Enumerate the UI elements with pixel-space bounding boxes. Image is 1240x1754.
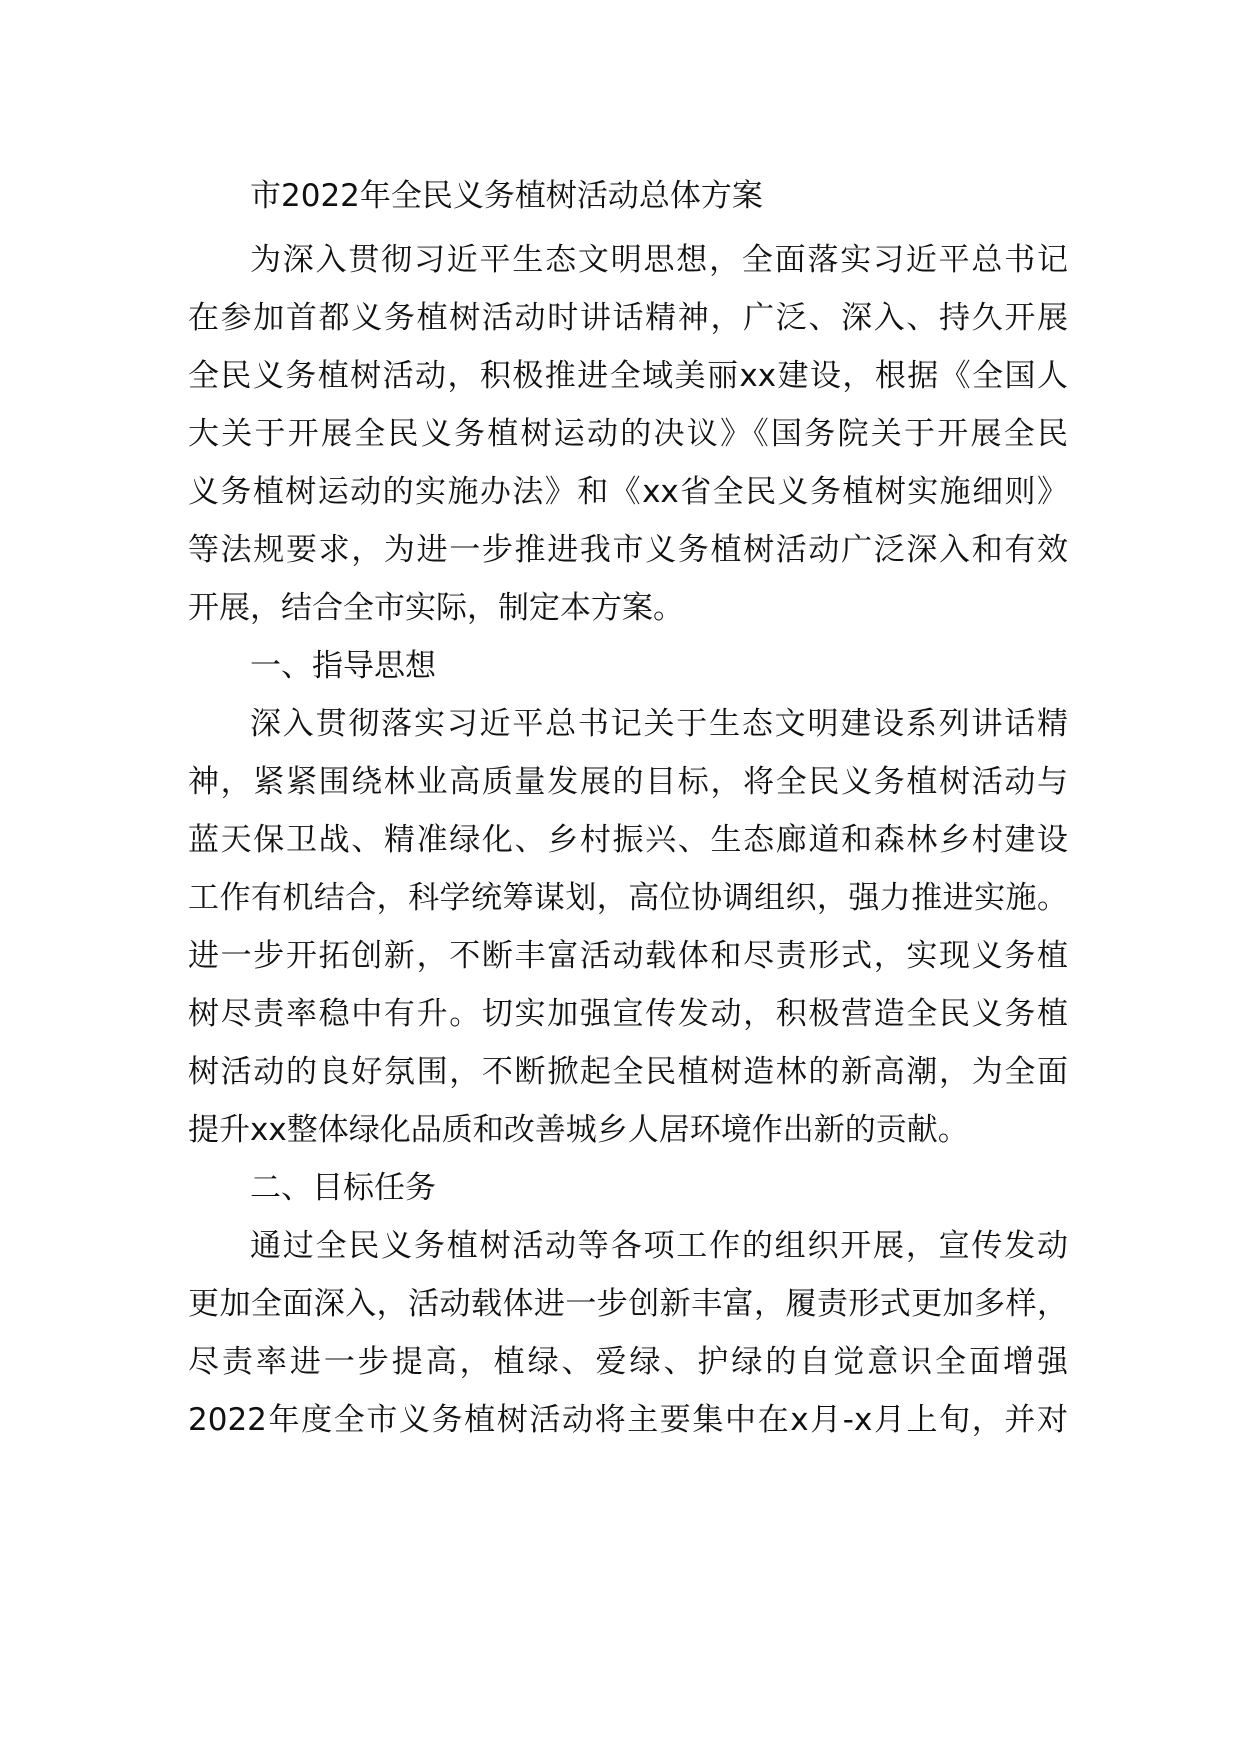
paragraph-line: 神，紧紧围绕林业高质量发展的目标，将全民义务植树活动与 — [188, 764, 1068, 800]
paragraph-line: 等法规要求，为进一步推进我市义务植树活动广泛深入和有效 — [188, 532, 1068, 568]
paragraph-line: 在参加首都义务植树活动时讲话精神，广泛、深入、持久开展 — [188, 300, 1068, 336]
paragraph-line: 树活动的良好氛围，不断掀起全民植树造林的新高潮，为全面 — [188, 1054, 1068, 1090]
paragraph-line: 进一步开拓创新，不断丰富活动载体和尽责形式，实现义务植 — [188, 938, 1068, 974]
document-title: 市2022年全民义务植树活动总体方案 — [250, 178, 763, 214]
paragraph-line: 义务植树运动的实施办法》和《xx省全民义务植树实施细则》 — [188, 474, 1068, 510]
paragraph-line: 2022年度全市义务植树活动将主要集中在x月-x月上旬，并对 — [188, 1402, 1068, 1438]
paragraph-line: 提升xx整体绿化品质和改善城乡人居环境作出新的贡献。 — [188, 1112, 969, 1148]
paragraph-line: 蓝天保卫战、精准绿化、乡村振兴、生态廊道和森林乡村建设 — [188, 822, 1068, 858]
paragraph-line: 更加全面深入，活动载体进一步创新丰富，履责形式更加多样， — [188, 1286, 1068, 1322]
section-heading: 二、目标任务 — [250, 1170, 436, 1206]
paragraph-line: 深入贯彻落实习近平总书记关于生态文明建设系列讲话精 — [250, 706, 1068, 742]
paragraph-line: 工作有机结合，科学统筹谋划，高位协调组织，强力推进实施。 — [188, 880, 1068, 916]
paragraph-line: 尽责率进一步提高，植绿、爱绿、护绿的自觉意识全面增强 — [188, 1344, 1068, 1380]
paragraph-line: 全民义务植树活动，积极推进全域美丽xx建设，根据《全国人 — [188, 358, 1068, 394]
paragraph-line: 为深入贯彻习近平生态文明思想，全面落实习近平总书记 — [250, 242, 1068, 278]
paragraph-line: 通过全民义务植树活动等各项工作的组织开展，宣传发动 — [250, 1228, 1068, 1264]
paragraph-line: 大关于开展全民义务植树运动的决议》《国务院关于开展全民 — [188, 416, 1068, 452]
section-heading: 一、指导思想 — [250, 648, 436, 684]
paragraph-line: 开展，结合全市实际，制定本方案。 — [188, 590, 684, 626]
paragraph-line: 树尽责率稳中有升。切实加强宣传发动，积极营造全民义务植 — [188, 996, 1068, 1032]
